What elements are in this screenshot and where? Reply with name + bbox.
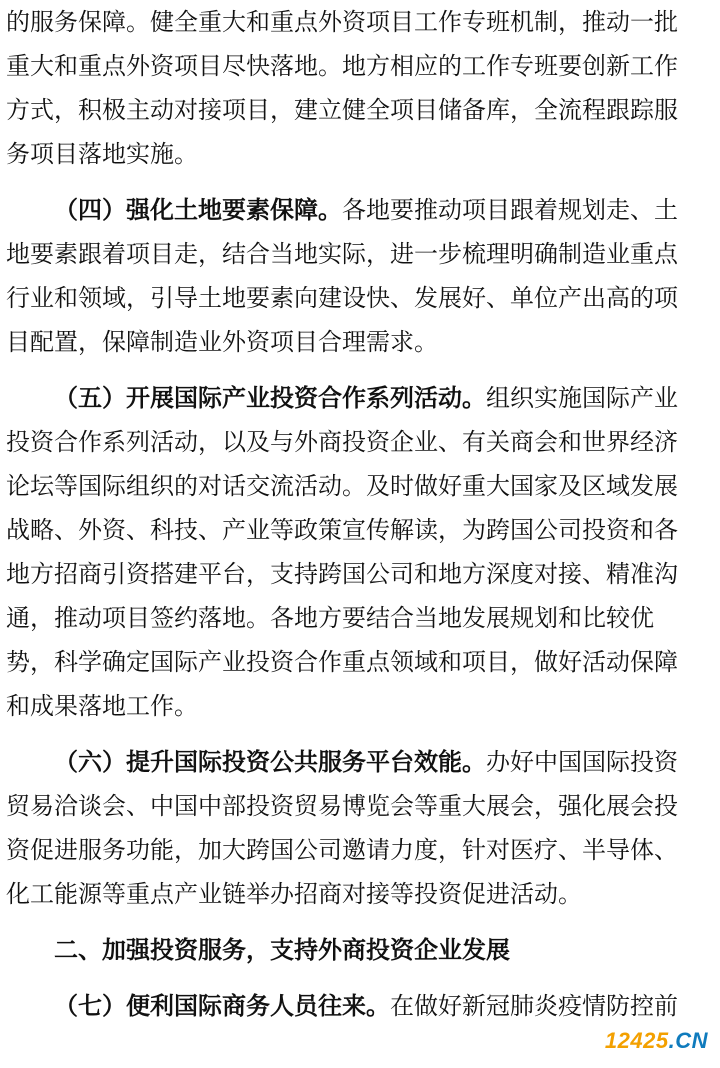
paragraph-line xyxy=(6,0,718,44)
section-5-line xyxy=(54,376,720,420)
line-text: 和成果落地工作。 xyxy=(6,692,198,720)
paragraph-line xyxy=(6,872,718,916)
section-heading: （七）便利国际商务人员往来。 xyxy=(54,992,390,1020)
line-text: 论坛等国际组织的对话交流活动。及时做好重大国家及区域发展 xyxy=(6,472,678,500)
paragraph-line xyxy=(6,320,718,364)
line-text: 重大和重点外资项目尽快落地。地方相应的工作专班要创新工作 xyxy=(6,52,678,80)
section-heading: （六）提升国际投资公共服务平台效能。 xyxy=(54,748,486,776)
paragraph-line xyxy=(6,508,718,552)
paragraph-line xyxy=(6,640,718,684)
section-7-line xyxy=(54,984,720,1028)
line-text: 各地要推动项目跟着规划走、土 xyxy=(342,196,678,224)
line-text: 资促进服务功能，加大跨国公司邀请力度，针对医疗、半导体、 xyxy=(6,836,678,864)
paragraph-line xyxy=(6,232,718,276)
line-text: 通，推动项目签约落地。各地方要结合当地发展规划和比较优 xyxy=(6,604,654,632)
line-text: 组织实施国际产业 xyxy=(486,384,678,412)
paragraph-line xyxy=(6,684,718,728)
section-6-line xyxy=(54,740,720,784)
paragraph-line xyxy=(6,132,718,176)
line-text: 方式，积极主动对接项目，建立健全项目储备库，全流程跟踪服 xyxy=(6,96,678,124)
paragraph-line xyxy=(6,420,718,464)
line-text: 目配置，保障制造业外资项目合理需求。 xyxy=(6,328,438,356)
paragraph-line xyxy=(6,552,718,596)
line-text: 务项目落地实施。 xyxy=(6,140,198,168)
line-text: 在做好新冠肺炎疫情防控前 xyxy=(390,992,678,1020)
section-heading: （五）开展国际产业投资合作系列活动。 xyxy=(54,384,486,412)
paragraph-line xyxy=(6,784,718,828)
chapter-title: 二、加强投资服务，支持外商投资企业发展 xyxy=(54,936,510,964)
section-heading: （四）强化土地要素保障。 xyxy=(54,196,342,224)
chapter-heading xyxy=(54,928,720,972)
paragraph-line xyxy=(6,596,718,640)
paragraph-line xyxy=(6,464,718,508)
line-text: 投资合作系列活动，以及与外商投资企业、有关商会和世界经济 xyxy=(6,428,678,456)
line-text: 战略、外资、科技、产业等政策宣传解读，为跨国公司投资和各 xyxy=(6,516,678,544)
line-text: 行业和领域，引导土地要素向建设快、发展好、单位产出高的项 xyxy=(6,284,678,312)
paragraph-line xyxy=(6,828,718,872)
line-text: 地要素跟着项目走，结合当地实际，进一步梳理明确制造业重点 xyxy=(6,240,678,268)
line-text: 办好中国国际投资 xyxy=(486,748,678,776)
site-watermark-logo xyxy=(605,1028,708,1054)
paragraph-line xyxy=(6,88,718,132)
line-text: 势，科学确定国际产业投资合作重点领域和项目，做好活动保障 xyxy=(6,648,678,676)
paragraph-line xyxy=(6,44,718,88)
line-text: 的服务保障。健全重大和重点外资项目工作专班机制，推动一批 xyxy=(6,8,678,36)
line-text: 化工能源等重点产业链举办招商对接等投资促进活动。 xyxy=(6,880,582,908)
line-text: 贸易洽谈会、中国中部投资贸易博览会等重大展会，强化展会投 xyxy=(6,792,678,820)
watermark-dot: . xyxy=(668,1028,676,1053)
watermark-suffix: CN xyxy=(675,1028,708,1053)
watermark-number: 12425 xyxy=(604,1028,669,1053)
section-4-line xyxy=(54,188,720,232)
line-text: 地方招商引资搭建平台，支持跨国公司和地方深度对接、精准沟 xyxy=(6,560,678,588)
paragraph-line xyxy=(6,276,718,320)
